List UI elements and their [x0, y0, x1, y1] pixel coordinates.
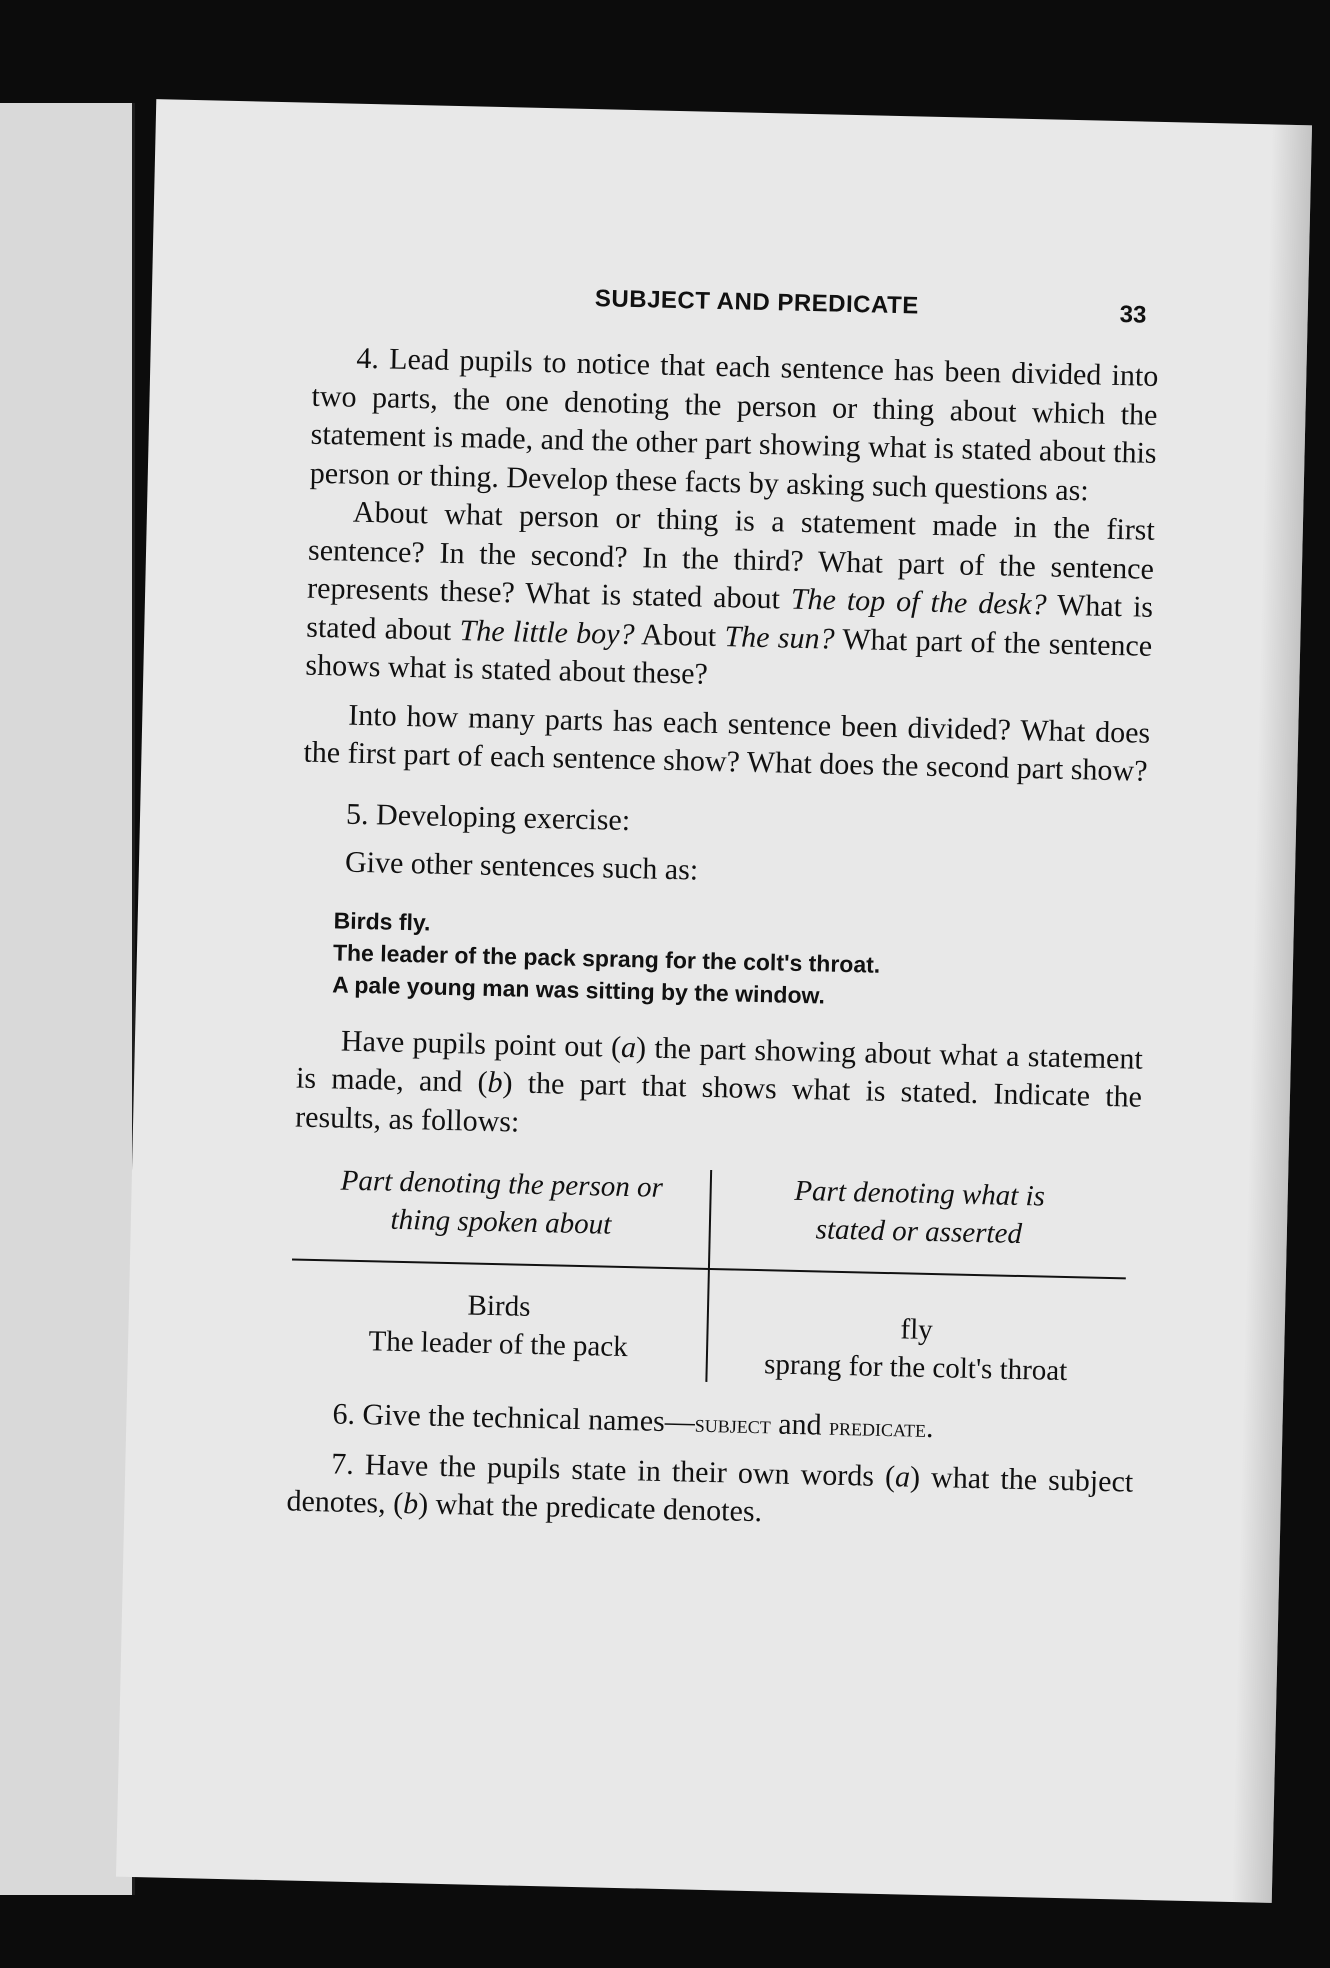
predicate-cell: [706, 1269, 1125, 1391]
predicate-entry: fly: [900, 1313, 934, 1347]
section-5-intro: Give other sentences such as:: [344, 845, 699, 887]
header-predicate-line: Part denoting what is: [794, 1174, 1046, 1213]
subject-entry: Birds: [467, 1289, 531, 1323]
example-sentences: [332, 904, 1146, 1018]
letter-a: a: [894, 1459, 911, 1494]
table-header-row: [292, 1161, 1128, 1279]
example-subject-2: The little boy?: [459, 613, 635, 651]
running-head: SUBJECT AND PREDICATE: [594, 285, 920, 320]
header-subject-column: [292, 1161, 711, 1269]
example-sentence: Birds fly.: [333, 906, 431, 936]
example-sentence: The leader of the pack sprang for the colt's throat.: [332, 938, 881, 978]
section-7-text-3: ) what the predicate denotes.: [417, 1487, 763, 1529]
example-sentence: A pale young man was sitting by the window.: [331, 970, 826, 1009]
header-subject-line: Part denoting the person or: [340, 1164, 664, 1204]
section-6-and: and: [770, 1407, 830, 1442]
term-subject: subject: [694, 1408, 772, 1440]
section-7-text-1: 7. Have the pupils state in their own words (: [331, 1446, 896, 1493]
page-edge-shadow: [1232, 124, 1312, 1902]
parts-question-paragraph: Into how many parts has each sentence been divided? What does the first part of each sentence show? What does the second part show?: [303, 698, 1151, 788]
questions-text-2: What is stated about: [306, 588, 1154, 647]
questions-text-3: About: [634, 617, 725, 653]
term-predicate: predicate: [828, 1411, 927, 1443]
header-predicate-line: stated or asserted: [815, 1213, 1023, 1251]
section-6-text: 6. Give the technical names—: [332, 1397, 696, 1439]
section-5-heading: 5. Developing exercise:: [345, 797, 631, 837]
example-subject-1: The top of the desk?: [790, 582, 1047, 622]
subject-predicate-table: [289, 1161, 1128, 1392]
instruction-text-2: ) the part showing about what a statement is made, and (: [295, 1030, 1144, 1099]
header-predicate-column: [709, 1170, 1128, 1278]
letter-a: a: [620, 1030, 637, 1064]
letter-b: b: [487, 1065, 503, 1100]
example-subject-3: The sun?: [724, 619, 835, 656]
subject-cell: [289, 1259, 708, 1381]
book-page: [116, 99, 1312, 1903]
facing-page-edge: [0, 103, 135, 1895]
section-6-paragraph: [288, 1394, 1135, 1453]
table-row: [289, 1259, 1125, 1391]
section-7-text-2: ) what the subject denotes, (: [286, 1460, 1134, 1521]
header-subject-line: thing spoken about: [390, 1203, 612, 1241]
predicate-entry: sprang for the colt's throat: [763, 1348, 1068, 1388]
questions-text-4: What part of the sentence shows what is stated about these?: [305, 622, 1153, 691]
subject-entry: The leader of the pack: [368, 1325, 629, 1364]
letter-b: b: [402, 1487, 419, 1521]
results-instructions: [295, 1021, 1143, 1156]
section-7-paragraph: [286, 1444, 1134, 1540]
section-6-period: .: [925, 1410, 935, 1445]
questions-text-1: About what person or thing is a statement made in the first sentence? In the second? In the third? What part of the sentence represents these? What is stated about: [306, 495, 1156, 616]
questions-paragraph: [305, 493, 1155, 705]
instruction-text-1: Have pupils point out (: [340, 1024, 622, 1064]
body-text: [286, 339, 1159, 1540]
instruction-text-3: ) the part that shows what is stated. Indicate the results, as follows:: [294, 1066, 1143, 1139]
section-4-paragraph: 4. Lead pupils to notice that each sentence has been divided into two parts, the one denoting the person or thing about which the statement is made, and the other part showing what is stated about this person or thing. Develop these facts by asking such questions as:: [309, 341, 1159, 507]
page-number: 33: [1119, 301, 1147, 329]
